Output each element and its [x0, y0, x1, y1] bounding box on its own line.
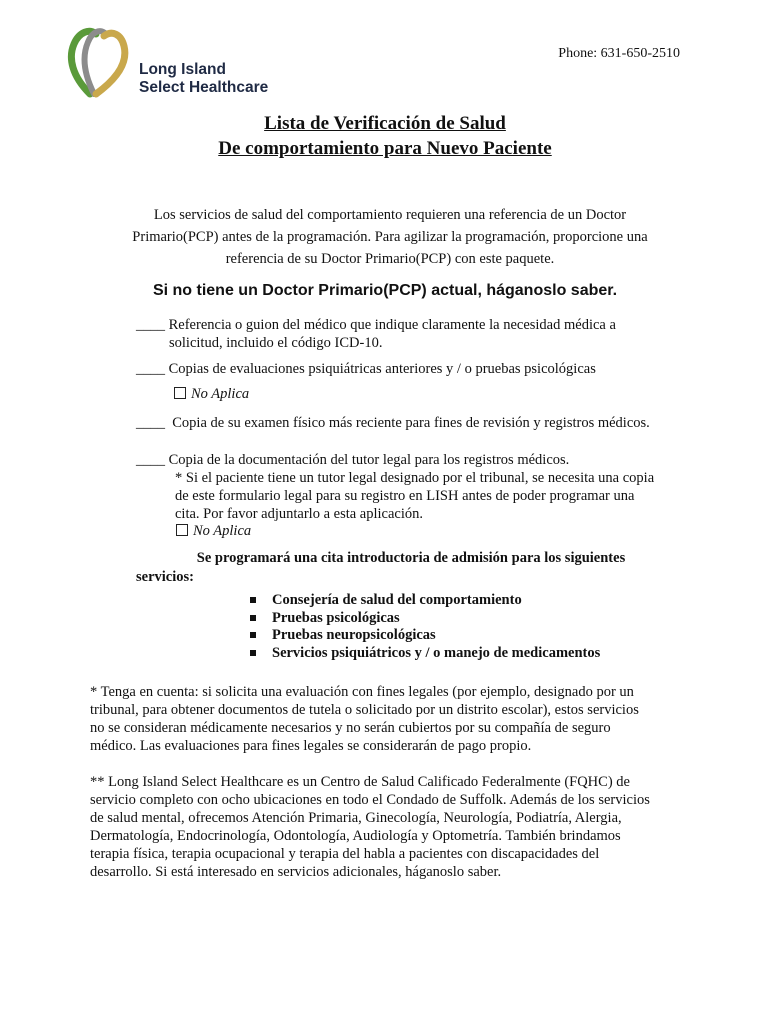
note-line: de salud mental, ofrecemos Atención Primaria, Ginecología, Neurología, Podiatría, Alergia,	[90, 810, 622, 826]
logo-line1: Long Island	[139, 61, 226, 78]
item-note: cita. Por favor adjuntarlo a esta aplicación.	[175, 506, 424, 522]
checklist-item-physical-exam	[136, 414, 696, 432]
item-note: * Si el paciente tiene un tutor legal designado por el tribunal, se necesita una copia	[175, 470, 655, 486]
heart-logo-icon	[66, 24, 140, 98]
service-item: Pruebas psicológicas	[248, 610, 600, 628]
note-line: médico. Las evaluaciones para fines legales se considerarán de pago propio.	[90, 738, 532, 754]
services-list	[248, 592, 600, 662]
intro-paragraph	[130, 204, 650, 270]
not-applicable-option[interactable]	[174, 386, 249, 403]
blank-line[interactable]: ____	[136, 317, 165, 333]
intro-line: referencia de su Doctor Primario(PCP) con este paquete.	[225, 251, 555, 267]
not-applicable-label: No Aplica	[191, 386, 250, 402]
service-item: Pruebas neuropsicológicas	[248, 627, 600, 645]
item-text: solicitud, incluido el código ICD-10.	[169, 335, 383, 351]
item-text: Copia de su examen físico más reciente para fines de revisión y registros médicos.	[172, 415, 650, 431]
item-note: de este formulario legal para su registro en LISH antes de poder programar una	[175, 488, 635, 504]
note-line: terapia física, terapia ocupacional y terapia del habla a pacientes con discapacidades del	[90, 846, 600, 862]
checklist-item-referral	[136, 316, 696, 352]
blank-line[interactable]: ____	[136, 361, 165, 377]
item-text: Copia de la documentación del tutor legal para los registros médicos.	[168, 452, 570, 468]
note-line: ** Long Island Select Healthcare es un Centro de Salud Calificado Federalmente (FQHC) de	[90, 774, 630, 790]
schedule-line2: servicios:	[136, 569, 194, 585]
schedule-statement	[136, 549, 656, 587]
checkbox-icon[interactable]	[174, 387, 186, 399]
phone-number: Phone: 631-650-2510	[558, 46, 680, 61]
service-item: Consejería de salud del comportamiento	[248, 592, 600, 610]
schedule-line1: Se programará una cita introductoria de admisión para los siguientes	[196, 550, 626, 566]
checkbox-icon[interactable]	[176, 524, 188, 536]
checklist-item-guardian-docs	[136, 451, 696, 523]
logo-line2: Select Healthcare	[139, 79, 269, 96]
page-title-line2: De comportamiento para Nuevo Paciente	[218, 138, 552, 159]
intro-line: Los servicios de salud del comportamiento requieren una referencia de un Doctor	[153, 207, 627, 223]
not-applicable-label: No Aplica	[193, 523, 252, 539]
note-line: desarrollo. Si está interesado en servicios adicionales, háganoslo saber.	[90, 864, 502, 880]
company-logo	[66, 24, 286, 98]
not-applicable-option[interactable]	[176, 523, 251, 540]
note-line: tribunal, para obtener documentos de tutela o solicitado por un distrito escolar), estos servicios	[90, 702, 639, 718]
note-line: servicio completo con ocho ubicaciones en todo el Condado de Suffolk. Además de los servicios	[90, 792, 650, 808]
no-pcp-notice: Si no tiene un Doctor Primario(PCP) actual, háganoslo saber.	[152, 282, 618, 299]
note-line: no se consideran médicamente necesarios y no serán cubiertos por su compañía de seguro	[90, 720, 611, 736]
checklist-item-psych-evals	[136, 360, 696, 378]
blank-line[interactable]: ____	[136, 415, 165, 431]
page-title-line1: Lista de Verificación de Salud	[264, 113, 506, 134]
legal-evaluation-note	[90, 683, 690, 755]
note-line: * Tenga en cuenta: si solicita una evaluación con fines legales (por ejemplo, designado por un	[90, 684, 634, 700]
note-line: Dermatología, Endocrinología, Odontología, Audiología y Optometría. También brindamos	[90, 828, 621, 844]
intro-line: Primario(PCP) antes de la programación. Para agilizar la programación, proporcione una	[132, 229, 648, 245]
fqhc-services-note	[90, 773, 690, 881]
blank-line[interactable]: ____	[136, 452, 165, 468]
item-text: Referencia o guion del médico que indique claramente la necesidad médica a	[168, 317, 616, 333]
service-item: Servicios psiquiátricos y / o manejo de medicamentos	[248, 645, 600, 663]
item-text: Copias de evaluaciones psiquiátricas anteriores y / o pruebas psicológicas	[168, 361, 596, 377]
